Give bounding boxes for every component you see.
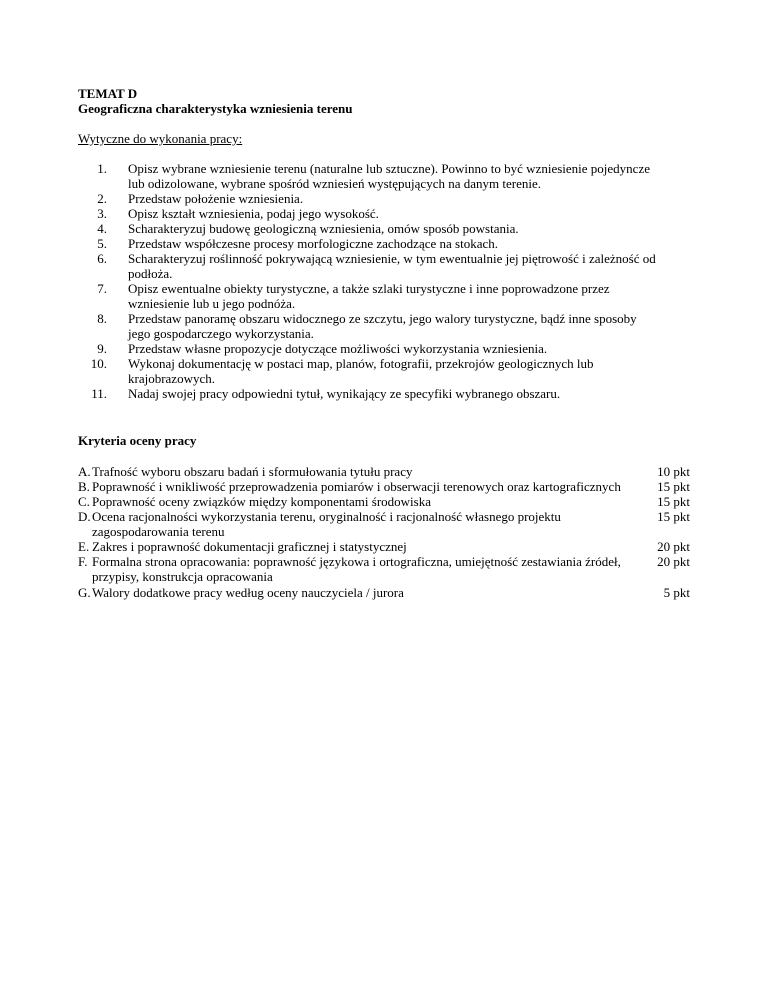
criteria-letter: E. bbox=[78, 539, 90, 554]
item-number: 3. bbox=[97, 206, 107, 221]
criteria-row bbox=[78, 554, 690, 584]
list-item bbox=[78, 236, 658, 251]
criteria-letter: A. bbox=[78, 464, 91, 479]
criteria-row bbox=[78, 494, 690, 509]
item-number: 7. bbox=[97, 281, 107, 296]
criteria-text: Poprawność oceny związków między komponentami środowiska bbox=[92, 494, 432, 509]
item-text: Przedstaw własne propozycje dotyczące możliwości wykorzystania wzniesienia. bbox=[128, 341, 548, 356]
item-number: 11. bbox=[91, 386, 107, 401]
item-text: Scharakteryzuj roślinność pokrywającą wzniesienie, w tym ewentualnie jej piętrowość i zależność od podłoża. bbox=[128, 251, 656, 281]
criteria-points: 15 pkt bbox=[657, 479, 690, 494]
title-block bbox=[78, 86, 698, 116]
criteria-text: Trafność wyboru obszaru badań i sformułowania tytułu pracy bbox=[92, 464, 413, 479]
item-number: 4. bbox=[97, 221, 107, 236]
criteria-letter: B. bbox=[78, 479, 90, 494]
criteria-text: Poprawność i wnikliwość przeprowadzenia pomiarów i obserwacji terenowych oraz kartograficznych bbox=[92, 479, 621, 494]
item-number: 1. bbox=[97, 161, 107, 176]
criteria-row bbox=[78, 479, 690, 494]
item-text: Przedstaw panoramę obszaru widocznego ze szczytu, jego walory turystyczne, bądź inne sposoby jego gospodarczego wykorzystania. bbox=[128, 311, 637, 341]
item-number: 6. bbox=[97, 251, 107, 266]
list-item bbox=[78, 161, 658, 191]
item-number: 10. bbox=[90, 356, 107, 371]
criteria-points: 20 pkt bbox=[657, 554, 690, 569]
list-item bbox=[78, 386, 658, 401]
criteria-text: Zakres i poprawność dokumentacji graficznej i statystycznej bbox=[92, 539, 407, 554]
criteria-points: 15 pkt bbox=[657, 494, 690, 509]
list-item bbox=[78, 251, 658, 281]
criteria-text: Walory dodatkowe pracy według oceny nauczyciela / jurora bbox=[92, 585, 404, 600]
criteria-points: 5 pkt bbox=[663, 585, 690, 600]
list-item bbox=[78, 206, 658, 221]
item-text: Wykonaj dokumentację w postaci map, planów, fotografii, przekrojów geologicznych lub krajobrazowych. bbox=[128, 356, 594, 386]
criteria-letter: G. bbox=[78, 585, 91, 600]
criteria-row bbox=[78, 539, 690, 554]
criteria-heading: Kryteria oceny pracy bbox=[78, 433, 197, 448]
list-item bbox=[78, 356, 658, 386]
criteria-text: Formalna strona opracowania: poprawność językowa i ortograficzna, umiejętność zestawiania źródeł, przypisy, konstrukcja opracowania bbox=[92, 554, 621, 584]
criteria-points: 15 pkt bbox=[657, 509, 690, 524]
criteria-text: Ocena racjonalności wykorzystania terenu, oryginalność i racjonalność własnego projektu zagospodarowania terenu bbox=[92, 509, 561, 539]
criteria-row bbox=[78, 585, 690, 600]
guidelines-heading: Wytyczne do wykonania pracy: bbox=[78, 131, 243, 146]
list-item bbox=[78, 311, 658, 341]
list-item bbox=[78, 191, 658, 206]
item-text: Opisz wybrane wzniesienie terenu (naturalne lub sztuczne). Powinno to być wzniesienie pojedyncze lub odizolowane, wybrane spośród wzniesień występujących na danym terenie. bbox=[128, 161, 650, 191]
criteria-points: 20 pkt bbox=[657, 539, 690, 554]
item-text: Nadaj swojej pracy odpowiedni tytuł, wynikający ze specyfiki wybranego obszaru. bbox=[128, 386, 561, 401]
item-number: 2. bbox=[97, 191, 107, 206]
item-text: Opisz kształt wzniesienia, podaj jego wysokość. bbox=[128, 206, 379, 221]
criteria-list bbox=[78, 464, 698, 600]
criteria-points: 10 pkt bbox=[657, 464, 690, 479]
list-item bbox=[78, 341, 658, 356]
item-number: 5. bbox=[97, 236, 107, 251]
list-item bbox=[78, 281, 658, 311]
item-number: 9. bbox=[97, 341, 107, 356]
item-text: Opisz ewentualne obiekty turystyczne, a także szlaki turystyczne i inne poprowadzone przez wzniesienie lub u jego podnóża. bbox=[128, 281, 610, 311]
document-title: Geograficzna charakterystyka wzniesienia terenu bbox=[78, 101, 353, 116]
item-number: 8. bbox=[97, 311, 107, 326]
criteria-letter: F. bbox=[78, 554, 88, 569]
item-text: Scharakteryzuj budowę geologiczną wzniesienia, omów sposób powstania. bbox=[128, 221, 519, 236]
document-page bbox=[78, 86, 698, 600]
criteria-letter: D. bbox=[78, 509, 91, 524]
guidelines-list bbox=[78, 161, 698, 401]
topic-label: TEMAT D bbox=[78, 86, 138, 101]
criteria-row bbox=[78, 509, 690, 539]
item-text: Przedstaw położenie wzniesienia. bbox=[128, 191, 304, 206]
item-text: Przedstaw współczesne procesy morfologiczne zachodzące na stokach. bbox=[128, 236, 498, 251]
criteria-letter: C. bbox=[78, 494, 90, 509]
criteria-row bbox=[78, 464, 690, 479]
list-item bbox=[78, 221, 658, 236]
